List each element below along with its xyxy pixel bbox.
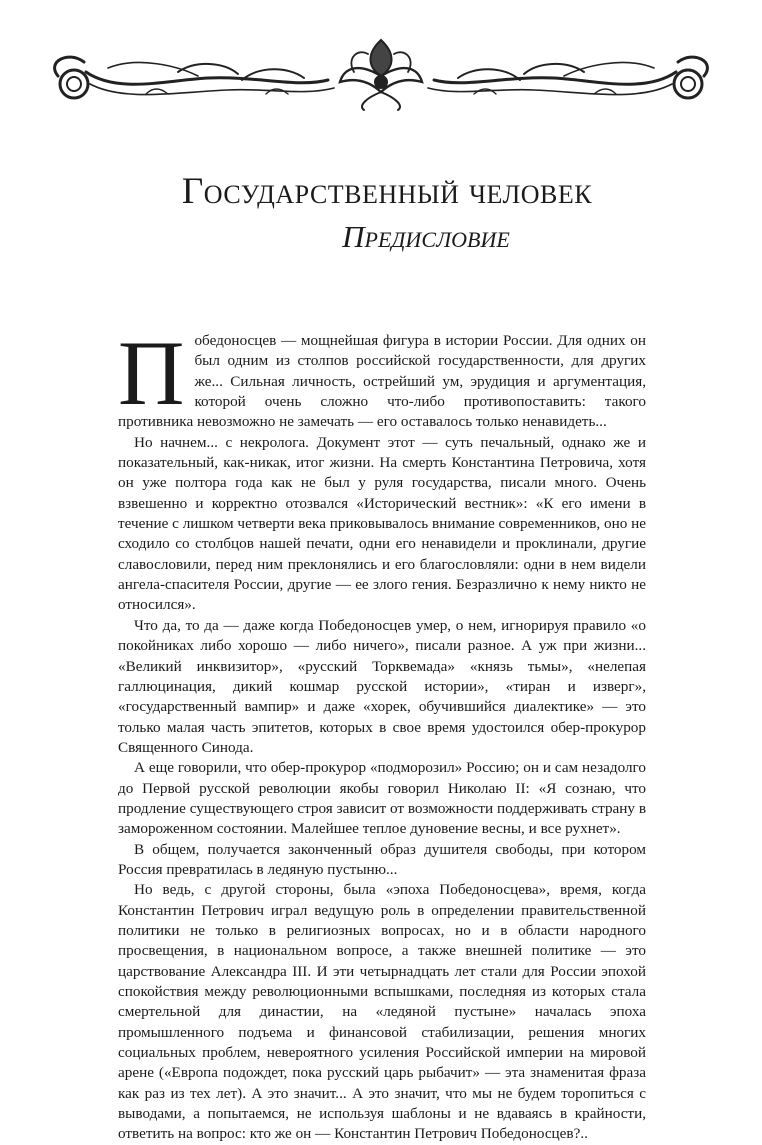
paragraph-2: Но начнем... с некролога. Документ этот — суть печальный, однако же и показательный, как-никак, итог жизни. На смерть Константина Петровича, хотя он уже полтора года как не был у руля государства, писали много. Очень взвешенно и корректно отозвался «Исторический вестник»: «К его имени в течение с лишком четверти века приковывалось внимание современников, оно не сходило со столбцов нашей печати, одни его ненавидели и проклинали, другие славословили, перед ним преклонялись и его благословляли: одни в нем видели ангела-спасителя России, другие — ее злого гения. Безразлично к нему никто не относился». bbox=[118, 433, 647, 614]
page-subtitle: Предисловие bbox=[342, 219, 510, 254]
chapter-heading bbox=[0, 170, 762, 256]
page-title: Государственный человек bbox=[181, 171, 593, 212]
drop-cap: П bbox=[118, 322, 185, 424]
paragraph-1-text: обедоносцев — мощнейшая фигура в истории России. Для одних он был одним из столпов российской государственности, для других же... Сильная личность, острейший ум, эрудиция и аргументация, которой очень сложно что-либо противопоставить: такого противника невозможно не замечать — его оставалось только ненавидеть... bbox=[118, 332, 646, 431]
baroque-acanthus-ornament-icon bbox=[28, 32, 734, 112]
paragraph-6: Но ведь, с другой стороны, была «эпоха Победоносцева», время, когда Константин Петрович играл ведущую роль в определении правительственной политики не только в религиозных вопросах, но и в области народного просвещения, в национальном вопросе, а также внешней политике — это царствование Александра III. И эти четырнадцать лет стали для России эпохой спокойствия между революционными вспышками, последняя из которых стала смертельной для династии, на «ледяной пустыне» началась эпоха промышленного подъема и финансовой стабилизации, решения многих социальных проблем, невероятного усиления Российской империи на мировой арене («Европа подождет, пока русский царь рыбачит» — эта знаменитая фраза как раз из тех лет). А это значит... А это значит, что мы не будем торопиться с выводами, а попытаемся, не используя шаблоны и не вдаваясь в крайности, ответить на вопрос: кто же он — Константин Петрович Победоносцев?.. bbox=[118, 881, 646, 1143]
paragraph-3: Что да, то да — даже когда Победоносцев умер, о нем, игнорируя правило «о покойниках либо хорошо — либо ничего», писали разное. А уж при жизни... «Великий инквизитор», «русский Торквемада» «князь тьмы», «нелепая галлюцинация, дикий кошмар русской истории», «тиран и изверг», «государственный вампир» и даже «хорек, обучившийся диалектике» — это только малая часть эпитетов, которых в свое время удостоился обер-прокурор Священного Синода. bbox=[118, 616, 646, 756]
paragraph-4: А еще говорили, что обер-прокурор «подморозил» Россию; он и сам незадолго до Первой русской революции якобы говорил Николаю II: «Я сознаю, что продление существующего строя зависит от возможности поддерживать страну в замороженном состоянии. Малейшее теплое дуновение весны, и все рухнет». bbox=[118, 759, 646, 838]
body-text bbox=[118, 322, 647, 1145]
paragraph-5: В общем, получается законченный образ душителя свободы, при котором Россия превратилась в ледяную пустыню... bbox=[118, 840, 646, 878]
paragraph-1 bbox=[118, 322, 646, 433]
